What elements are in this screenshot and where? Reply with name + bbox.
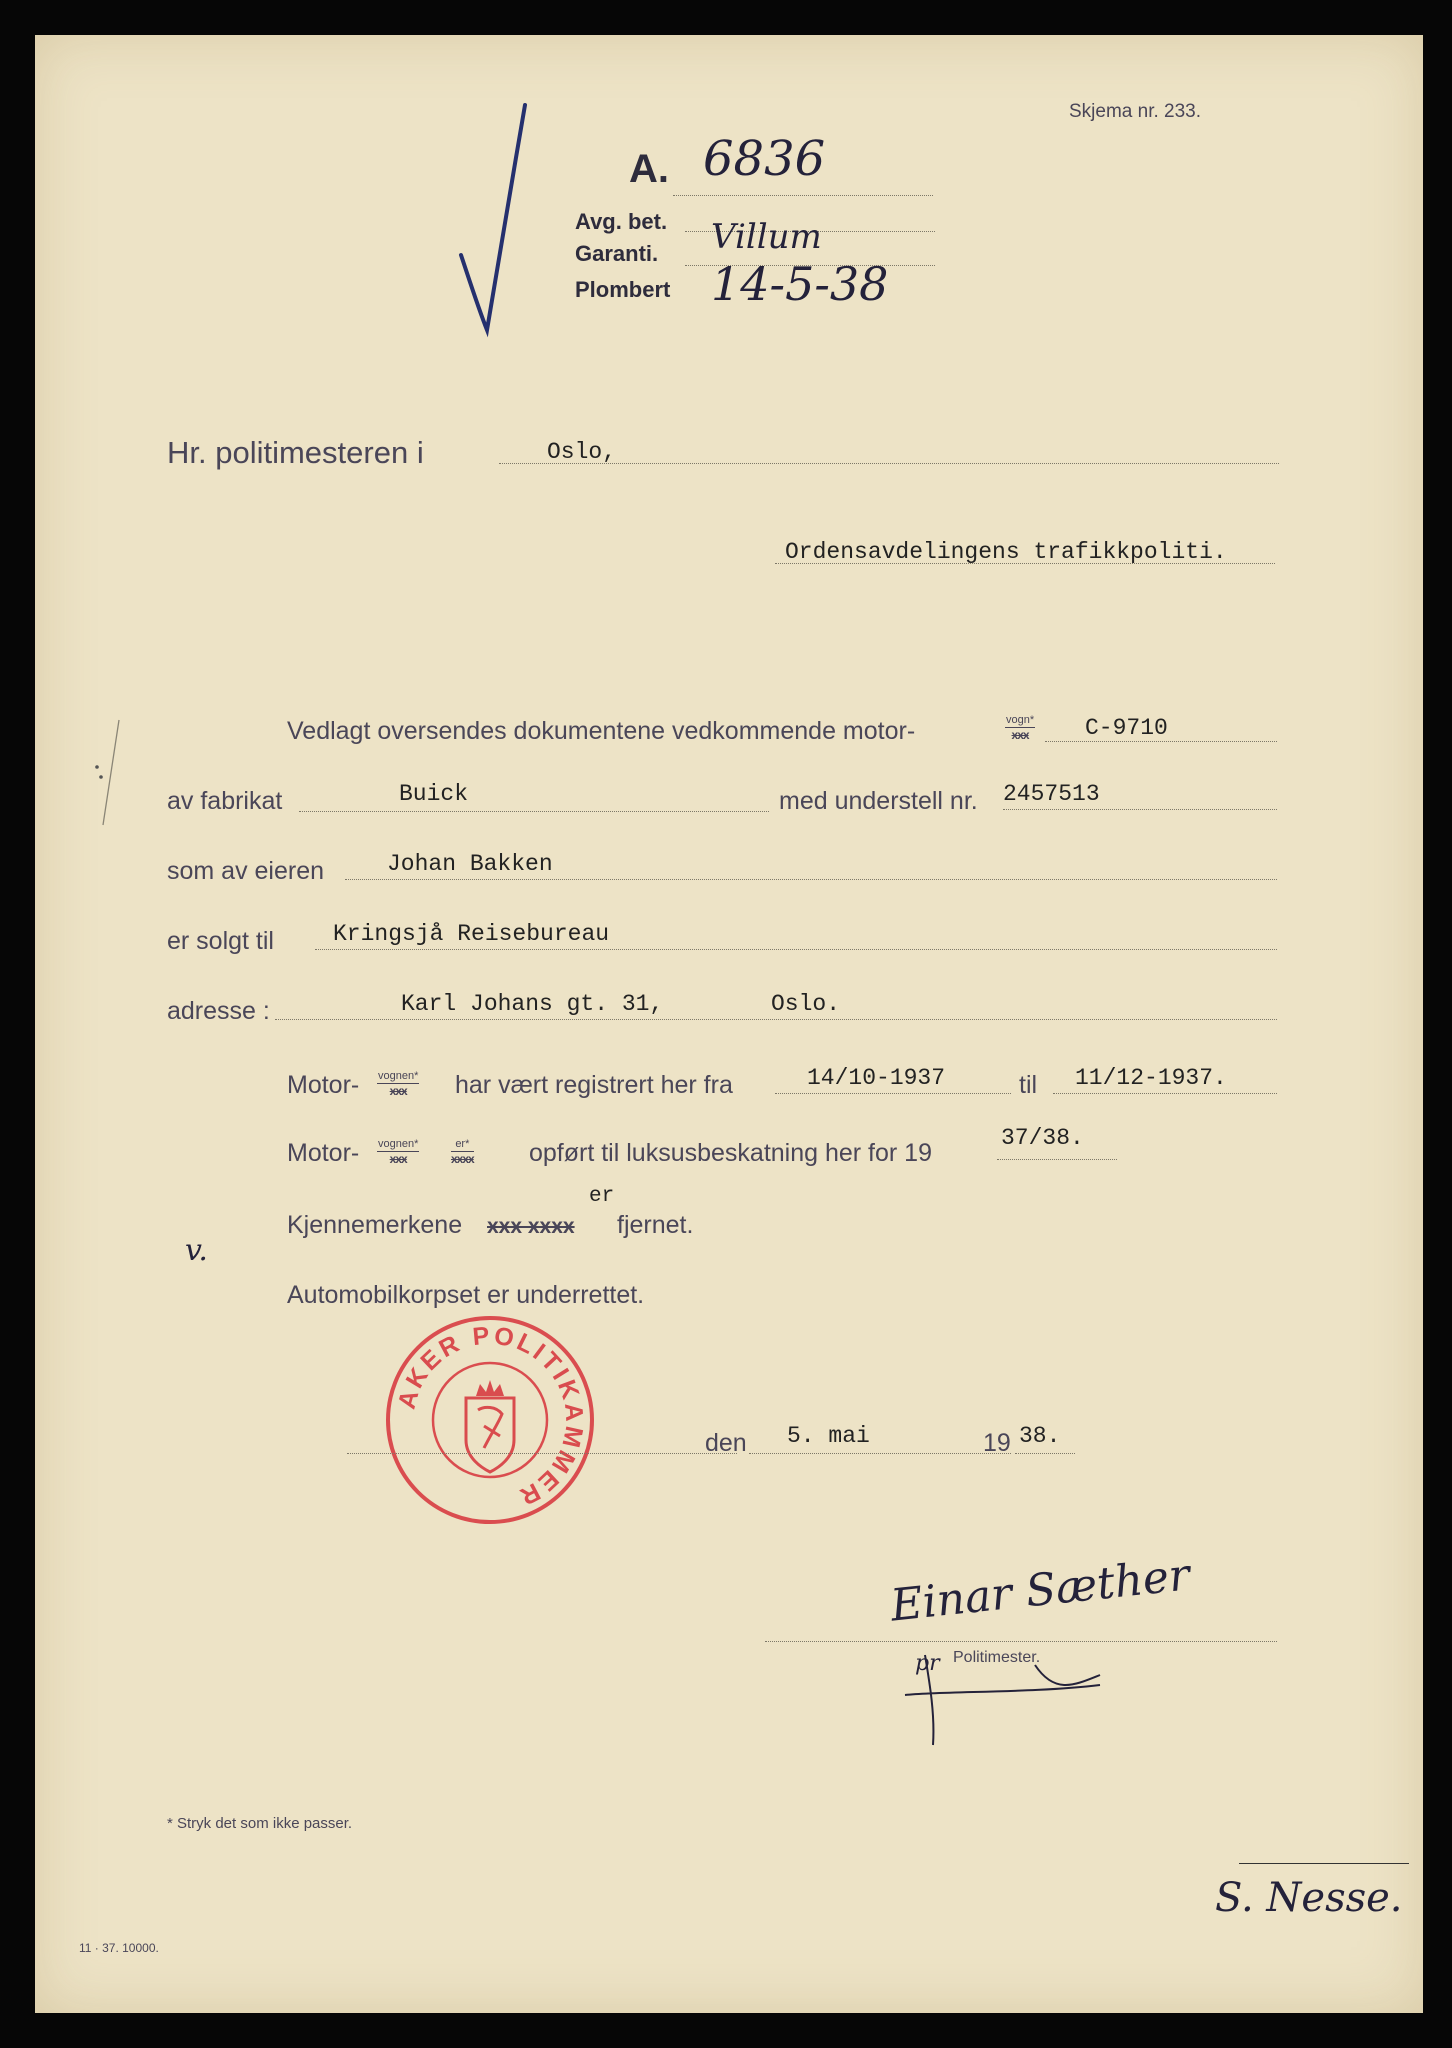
- luksus-prefix: Motor-: [287, 1139, 360, 1167]
- solgt-value: Kringsjå Reisebureau: [333, 921, 610, 947]
- place-line: [347, 1453, 737, 1454]
- understell-label: med understell nr.: [779, 787, 978, 815]
- fabrikat-value: Buick: [399, 781, 469, 807]
- garanti-label: Garanti.: [575, 241, 659, 266]
- kjennemerke-mark: v.: [185, 1233, 208, 1268]
- til-label: til: [1019, 1071, 1038, 1099]
- department-line: [775, 563, 1275, 564]
- initials-line: [1239, 1863, 1409, 1864]
- police-seal: [380, 1310, 600, 1530]
- solgt-line: [315, 949, 1277, 950]
- kjennemerke-insert: er: [589, 1185, 615, 1208]
- understell-line: [1003, 809, 1277, 810]
- year-line: [1015, 1453, 1075, 1454]
- fabrikat-label: av fabrikat: [167, 787, 283, 815]
- vogn-bottom: xxx: [1011, 728, 1029, 742]
- print-run: 11 · 37. 10000.: [79, 1941, 159, 1955]
- margin-tick-icon: [89, 715, 129, 835]
- dating-day-month: 5. mai: [787, 1423, 870, 1449]
- solgt-label: er solgt til: [167, 927, 274, 955]
- reg-number: C-9710: [1085, 715, 1168, 741]
- luksus-vognen-top: vognen*: [378, 1138, 419, 1150]
- er-top: er*: [451, 1139, 474, 1152]
- registrert-prefix: Motor-: [287, 1071, 360, 1099]
- registrert-til-line: [1053, 1093, 1277, 1094]
- form-number: Skjema nr. 233.: [1069, 101, 1202, 122]
- document-page: [35, 35, 1423, 2013]
- initials: S. Nesse.: [1215, 1875, 1403, 1921]
- understell-value: 2457513: [1003, 781, 1100, 807]
- vognen-bottom: xxx: [389, 1084, 407, 1098]
- fabrikat-line: [299, 811, 769, 812]
- luksus-text: opført til luksusbeskatning her for 19: [529, 1139, 932, 1167]
- registry-number: 6836: [703, 131, 826, 187]
- dating-year: 38.: [1019, 1423, 1061, 1449]
- er-bottom: xxxx: [451, 1152, 474, 1166]
- addressee-label: Hr. politimesteren i: [167, 435, 424, 470]
- automobil-text: Automobilkorpset er underrettet.: [287, 1281, 645, 1309]
- svg-text:AKER POLITIKAMMER: [393, 1322, 589, 1512]
- luksus-line: [997, 1159, 1117, 1160]
- addressee-city: Oslo,: [547, 439, 617, 465]
- plombert-label: Plombert: [575, 277, 671, 302]
- check-mark-icon: [453, 95, 533, 345]
- footnote: * Stryk det som ikke passer.: [167, 1815, 353, 1832]
- day-month-line: [749, 1453, 1011, 1454]
- registrert-fra: 14/10-1937: [807, 1065, 946, 1091]
- plombert-value: 14-5-38: [711, 257, 889, 311]
- den-label: den: [705, 1429, 747, 1457]
- eier-line: [345, 879, 1277, 880]
- signature-role: Politimester.: [953, 1649, 1041, 1666]
- vogn-fraction: [1005, 715, 1035, 741]
- signature-name: Einar Sæther: [888, 1549, 1193, 1632]
- adresse-city: Oslo.: [771, 991, 841, 1017]
- eier-label: som av eieren: [167, 857, 325, 885]
- intro-text: Vedlagt oversendes dokumentene vedkommende motor-: [287, 717, 916, 745]
- adresse-line: [275, 1019, 1277, 1020]
- registry-prefix: A.: [629, 147, 669, 191]
- adresse-label: adresse :: [167, 997, 270, 1025]
- registrert-fra-line: [775, 1093, 1011, 1094]
- avg-bet-label: Avg. bet.: [575, 209, 668, 234]
- kjennemerke-struck: xxx xxxx: [487, 1215, 575, 1238]
- addressee-line: [499, 463, 1279, 464]
- dating-century: 19: [983, 1429, 1011, 1457]
- registrert-text: har vært registrert her fra: [455, 1071, 733, 1099]
- registrert-til: 11/12-1937.: [1075, 1065, 1227, 1091]
- seal-ring-text: AKER POLITIKAMMER: [392, 1321, 589, 1512]
- kjennemerke-end: fjernet.: [617, 1211, 694, 1239]
- department: Ordensavdelingens trafikkpoliti.: [785, 539, 1227, 565]
- luksus-year: 37/38.: [1001, 1125, 1084, 1151]
- vognen-fraction: [377, 1071, 419, 1097]
- luksus-vognen-bottom: xxx: [389, 1152, 407, 1166]
- reg-number-line: [1045, 741, 1277, 742]
- er-fraction: [451, 1139, 474, 1165]
- signature-flourish-icon: [885, 1645, 1115, 1755]
- adresse-value: Karl Johans gt. 31,: [401, 991, 664, 1017]
- registry-number-line: [673, 195, 933, 196]
- eier-value: Johan Bakken: [387, 851, 553, 877]
- signature-pr: pr: [915, 1651, 940, 1676]
- coat-of-arms-icon: [466, 1380, 514, 1472]
- luksus-vognen-fraction: [377, 1139, 419, 1165]
- vognen-top: vognen*: [378, 1070, 419, 1082]
- garanti-value: Villum: [711, 217, 822, 257]
- vogn-top: vogn*: [1006, 714, 1035, 726]
- signature-line: [765, 1641, 1277, 1642]
- kjennemerke-label: Kjennemerkene: [287, 1211, 463, 1239]
